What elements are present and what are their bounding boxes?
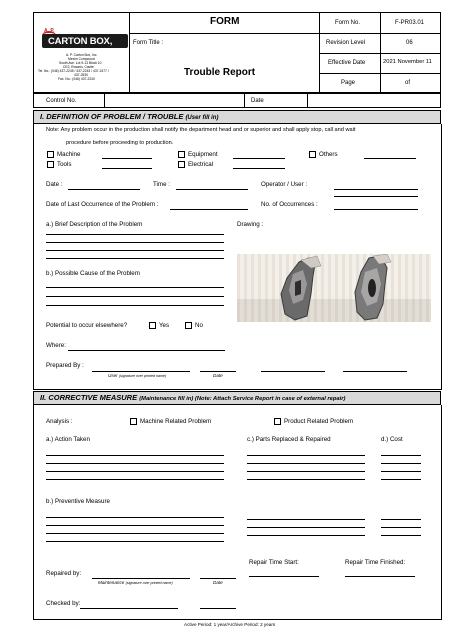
repaired-by-line[interactable] xyxy=(92,578,190,579)
retention-footer: Active Period: 1 year/Archive Period: 2 years xyxy=(184,622,276,627)
others-checkbox[interactable] xyxy=(309,151,316,158)
note-line-2: procedure before proceeding to production. xyxy=(66,140,174,146)
page-value: of xyxy=(405,80,411,86)
section1-note: (User fill in) xyxy=(185,115,219,121)
maintenance-caption xyxy=(98,581,173,586)
control-no-label: Control No. xyxy=(46,98,77,104)
product-related-checkbox[interactable] xyxy=(274,418,281,425)
machine-line[interactable] xyxy=(102,158,152,159)
action-line[interactable] xyxy=(46,479,224,480)
divider xyxy=(319,53,441,54)
parts-replaced-label: c.) Parts Replaced & Repaired xyxy=(247,436,331,443)
parts-line[interactable] xyxy=(247,463,365,464)
operator-input-line[interactable] xyxy=(334,189,418,190)
action-taken-label: a.) Action Taken xyxy=(46,436,90,443)
address-line: 437-2530 xyxy=(74,73,88,77)
action-line[interactable] xyxy=(46,471,224,472)
address-line: Fax. No.: (046) 437-2240 xyxy=(58,77,95,81)
revision-label: Revision Level xyxy=(326,40,366,46)
product-related-label: Product Related Problem xyxy=(284,418,354,425)
brief-line[interactable] xyxy=(46,234,224,235)
cost-line[interactable] xyxy=(381,471,421,472)
action-line[interactable] xyxy=(46,455,224,456)
effective-date-value: 2021 November 11 xyxy=(383,59,432,65)
page-label: Page xyxy=(341,80,356,86)
date-field[interactable] xyxy=(308,94,440,107)
operator-input-line-2[interactable] xyxy=(334,196,418,197)
last-occurrence-label: Date of Last Occurrence of the Problem : xyxy=(46,201,159,208)
repair-start-label: Repair Time Start: xyxy=(249,559,299,566)
parts-line[interactable] xyxy=(247,455,365,456)
maintenance-caption-note: (signature over printed name) xyxy=(125,581,173,585)
checked-date-line[interactable] xyxy=(200,608,236,609)
tools-label: Tools xyxy=(57,161,72,168)
repair-start-line[interactable] xyxy=(249,576,319,577)
brief-line[interactable] xyxy=(46,250,224,251)
parts-line[interactable] xyxy=(247,479,365,480)
others-line[interactable] xyxy=(364,158,416,159)
repaired-date-caption: Date xyxy=(213,580,223,585)
cost-line[interactable] xyxy=(381,455,421,456)
date-input-line[interactable] xyxy=(68,189,140,190)
repair-finish-line[interactable] xyxy=(345,576,415,577)
repair-finish-label: Repair Time Finished: xyxy=(345,559,406,566)
cause-line[interactable] xyxy=(46,296,224,297)
section1-title-text: I. DEFINITION OF PROBLEM / TROUBLE xyxy=(40,112,184,121)
action-line[interactable] xyxy=(46,463,224,464)
company-logo xyxy=(38,28,130,58)
machine-checkbox[interactable] xyxy=(47,151,54,158)
cost-line[interactable] xyxy=(381,527,421,528)
brief-line[interactable] xyxy=(46,242,224,243)
address-line: Mexim Compound xyxy=(68,57,95,61)
cost-line[interactable] xyxy=(381,535,421,536)
prepared-by-label: Prepared By : xyxy=(46,362,84,369)
parts-line[interactable] xyxy=(247,527,365,528)
num-occurrences-label: No. of Occurrences : xyxy=(261,201,318,208)
revision-value: 06 xyxy=(406,40,413,46)
prepared-extra-line[interactable] xyxy=(261,371,325,372)
border xyxy=(33,405,34,619)
equipment-line[interactable] xyxy=(233,158,285,159)
section1-title xyxy=(40,113,218,121)
prepared-date-line[interactable] xyxy=(200,371,236,372)
date-caption: Date xyxy=(213,373,223,378)
logo-company-name: CARTON BOX, INC. xyxy=(48,36,113,58)
divider xyxy=(129,33,441,34)
section1-bottom-border xyxy=(33,389,442,390)
divider xyxy=(244,93,245,108)
prepared-extra-line-2[interactable] xyxy=(343,371,407,372)
machine-related-checkbox[interactable] xyxy=(130,418,137,425)
document-title: Trouble Report xyxy=(184,67,256,78)
tools-line[interactable] xyxy=(102,168,152,169)
analysis-label: Analysis : xyxy=(46,418,73,425)
cost-line[interactable] xyxy=(381,519,421,520)
logo-ap: A. P. xyxy=(44,28,55,34)
repaired-by-label: Repaired by: xyxy=(46,570,82,577)
drawing-label: Drawing : xyxy=(237,221,264,228)
broken-part-image xyxy=(237,254,431,322)
electrical-line[interactable] xyxy=(233,168,285,169)
user-caption-text: User xyxy=(108,373,118,378)
equipment-label: Equipment xyxy=(188,151,218,158)
yes-checkbox[interactable] xyxy=(149,322,156,329)
machine-related-label: Machine Related Problem xyxy=(140,418,212,425)
parts-line[interactable] xyxy=(247,535,365,536)
form-no-label: Form No. xyxy=(335,20,361,26)
checked-by-line[interactable] xyxy=(80,608,178,609)
no-label: No xyxy=(195,322,203,329)
possible-cause-label: b.) Possible Cause of the Problem xyxy=(46,270,140,277)
prepared-user-line[interactable] xyxy=(92,371,190,372)
tools-checkbox[interactable] xyxy=(47,161,54,168)
yes-label: Yes xyxy=(159,322,170,329)
section2-title-text: II. CORRECTIVE MEASURE xyxy=(40,393,138,402)
cost-line[interactable] xyxy=(381,479,421,480)
maintenance-caption-text: Maintenance xyxy=(98,580,125,585)
machine-label: Machine xyxy=(57,151,81,158)
date-label: Date xyxy=(251,98,264,104)
others-label: Others xyxy=(319,151,338,158)
border xyxy=(441,124,442,389)
cost-line[interactable] xyxy=(381,463,421,464)
section2-bottom-border xyxy=(33,619,442,620)
user-caption-note: (signature over printed name) xyxy=(118,374,167,378)
equipment-checkbox[interactable] xyxy=(178,151,185,158)
form-label: FORM xyxy=(210,16,240,27)
divider xyxy=(319,73,441,74)
cost-label: d.) Cost xyxy=(381,436,403,443)
time-input-line[interactable] xyxy=(176,189,248,190)
potential-label: Potential to occur elsewhere? xyxy=(46,322,128,329)
repaired-date-line[interactable] xyxy=(200,578,236,579)
section2-note: (Maintenance fill in) (Note: Attach Service Report in case of external repair) xyxy=(139,396,346,402)
border xyxy=(441,405,442,619)
preventive-line[interactable] xyxy=(46,517,224,518)
where-label: Where: xyxy=(46,342,66,349)
section2-title xyxy=(40,394,345,403)
cause-line[interactable] xyxy=(46,287,224,288)
preventive-line[interactable] xyxy=(46,541,224,542)
last-occurrence-line[interactable] xyxy=(170,209,248,210)
cause-line[interactable] xyxy=(46,305,224,306)
address-line: CE2, Rosario, Cavite xyxy=(63,65,94,69)
num-occurrences-line[interactable] xyxy=(334,209,418,210)
preventive-line[interactable] xyxy=(46,525,224,526)
electrical-label: Electrical xyxy=(188,161,214,168)
parts-line[interactable] xyxy=(247,471,365,472)
border xyxy=(33,124,34,389)
address-line: South Ave. Lot 9-13 Block 10 xyxy=(59,61,102,65)
electrical-checkbox[interactable] xyxy=(178,161,185,168)
where-line[interactable] xyxy=(68,350,225,351)
time-label: Time : xyxy=(153,181,170,188)
address-line: A. P. Carton Box, Inc. xyxy=(66,53,98,57)
brief-description-label: a.) Brief Description of the Problem xyxy=(46,221,143,228)
drawing-photo xyxy=(237,254,431,322)
control-no-field[interactable] xyxy=(105,94,243,107)
date-field-label: Date : xyxy=(46,181,63,188)
operator-label: Operator / User : xyxy=(261,181,308,188)
preventive-line[interactable] xyxy=(46,533,224,534)
preventive-measure-label: b.) Preventive Measure xyxy=(46,498,110,505)
user-caption xyxy=(108,374,166,379)
no-checkbox[interactable] xyxy=(185,322,192,329)
parts-line[interactable] xyxy=(247,519,365,520)
address-line: Tel. No.: (046) 437-2245 / 437-2243 / 437-2477 / xyxy=(38,69,109,73)
form-title-label: Form Title : xyxy=(133,40,164,46)
brief-line[interactable] xyxy=(46,258,224,259)
checked-by-label: Checked by: xyxy=(46,600,81,607)
note-line-1: Note: Any problem occur in the production shall notify the department head and or superior and shall apply stop, call and wait xyxy=(46,127,356,133)
form-no-value: F-PR03.01 xyxy=(395,20,425,26)
effective-date-label: Effective Date xyxy=(328,60,366,66)
